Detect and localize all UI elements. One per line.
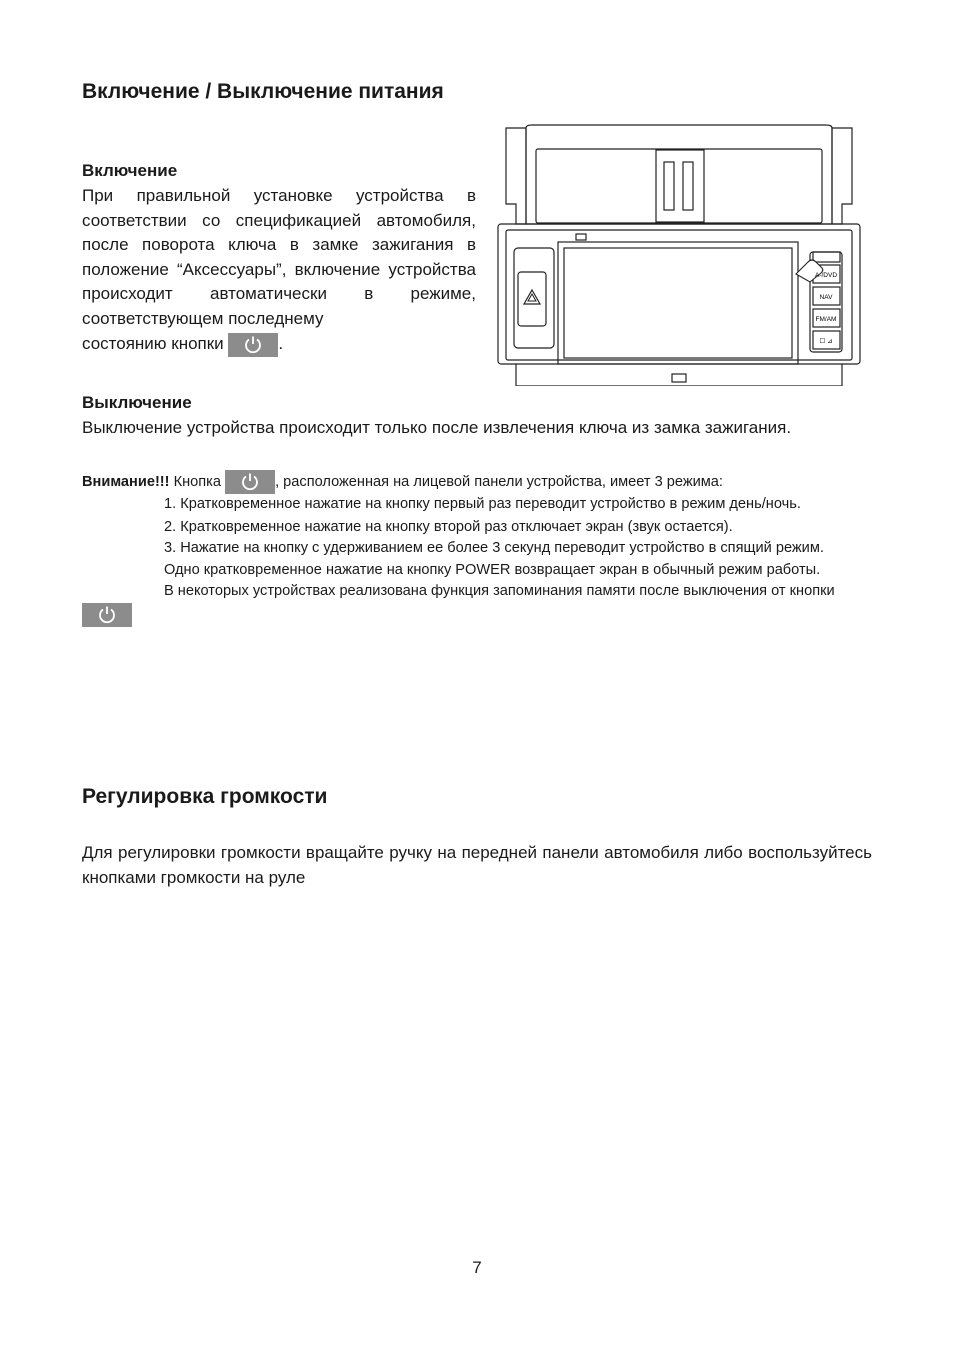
section-title-volume: Регулировка громкости <box>82 785 328 808</box>
head-unit-illustration <box>496 124 862 386</box>
paragraph-volume: Для регулировки громкости вращайте ручку на передней панели автомобиля либо воспользуйтесь кнопками громкости на руле <box>82 843 872 887</box>
page-number: 7 <box>472 1258 482 1277</box>
power-button-image <box>82 603 132 627</box>
subheading-off: Выключение <box>82 393 192 412</box>
hazard-icon <box>524 290 540 304</box>
paragraph-on-text: При правильной установке устройства в соответствии со спецификацией автомобиля, после поворота ключа в замке зажигания в положение “Аксессуары”, включение устройства происходит автоматически в режиме, соответствующем последнему <box>82 186 476 328</box>
power-icon <box>240 472 260 492</box>
power-icon <box>243 335 263 355</box>
warning-after-icon: , расположенная на лицевой панели устройства, имеет 3 режима: <box>275 473 723 490</box>
device-button-label: FM/AM <box>815 316 837 323</box>
paragraph-off: Выключение устройства происходит только после извлечения ключа из замка зажигания. <box>82 418 792 437</box>
paragraph-on-last-text: состоянию кнопки <box>82 334 224 353</box>
warning-before-icon: Кнопка <box>169 473 221 490</box>
paragraph-on-end: . <box>278 334 284 353</box>
subheading-on: Включение <box>82 161 178 180</box>
device-button-label: NAV <box>819 294 833 301</box>
memory-note-text: В некоторых устройствах реализована функция запоминания памяти после выключения от кнопки <box>164 583 835 599</box>
device-button-label: ☐ ⊿ <box>819 338 833 345</box>
power-button-image <box>225 470 275 494</box>
warning-item-3: 3. Нажатие на кнопку с удерживанием ее более 3 секунд переводит устройство в спящий режим. <box>164 540 824 556</box>
paragraph-on <box>82 184 476 331</box>
power-icon <box>97 605 117 625</box>
paragraph-on-last-line <box>82 332 476 357</box>
memory-note <box>82 581 872 627</box>
warning-label: Внимание!!! <box>82 473 170 490</box>
warning-line <box>82 470 872 494</box>
warning-item-1: 1. Кратковременное нажатие на кнопку первый раз переводит устройство в режим день/ночь. <box>164 496 801 512</box>
warning-item-2: 2. Кратковременное нажатие на кнопку второй раз отключает экран (звук остается). <box>164 518 733 535</box>
warning-block <box>82 470 872 627</box>
warning-item-4: Одно кратковременное нажатие на кнопку POWER возвращает экран в обычный режим работы. <box>164 561 821 578</box>
power-button-image <box>228 333 278 357</box>
device-button-label: A-/DVD <box>814 272 838 279</box>
section-title-power: Включение / Выключение питания <box>82 80 444 103</box>
